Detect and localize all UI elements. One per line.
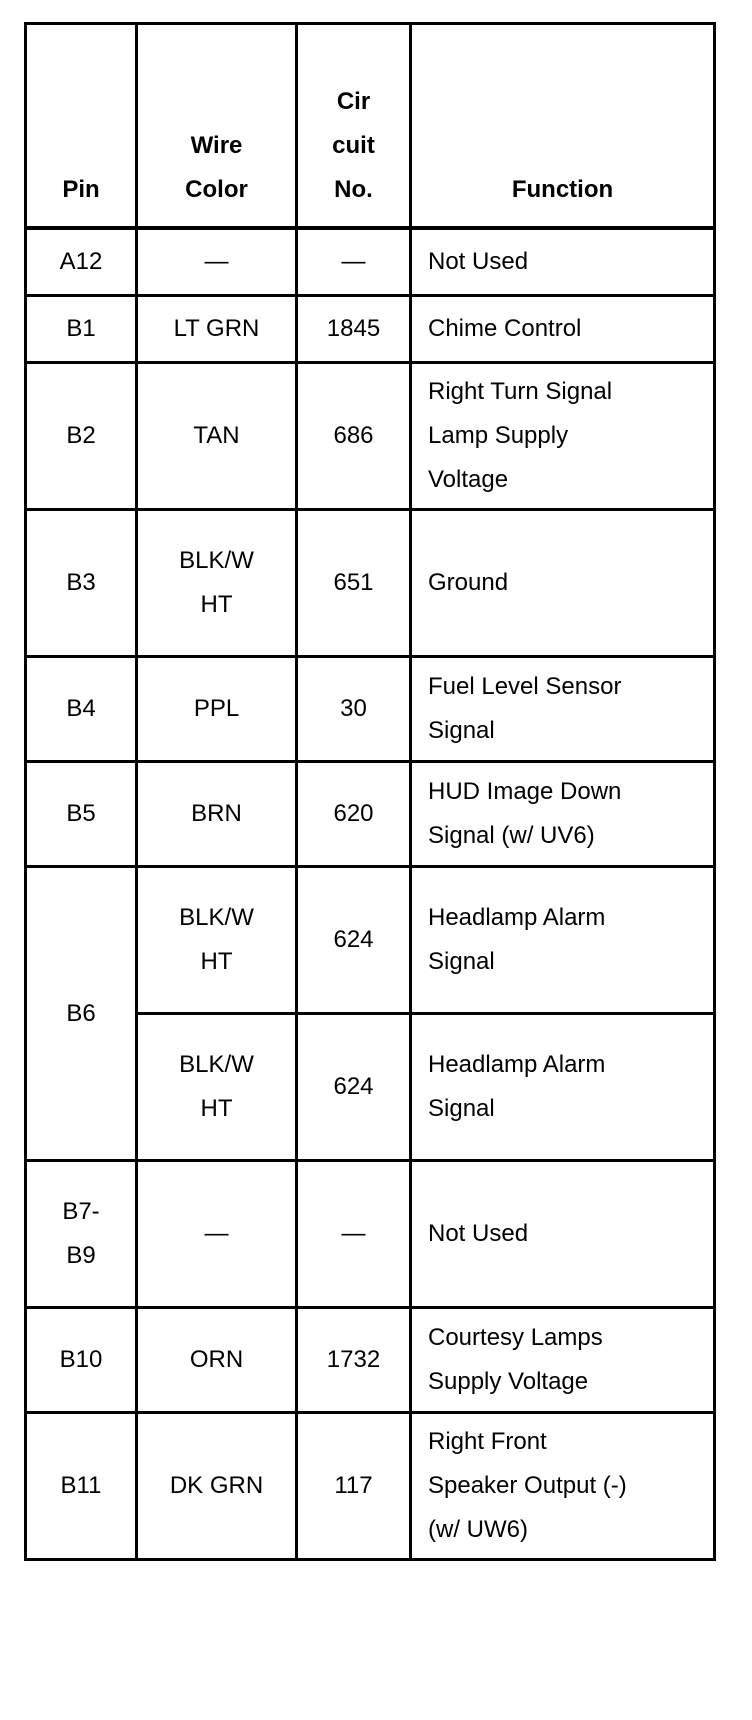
pin-cell: A12	[26, 228, 137, 296]
circuit-no-cell: —	[297, 228, 411, 296]
circuit-no-cell: 651	[297, 510, 411, 657]
function-cell: Not Used	[411, 228, 715, 296]
table-container	[24, 22, 716, 1561]
connector-pinout-table	[24, 22, 716, 1561]
circuit-no-cell: 686	[297, 363, 411, 510]
function-cell: Not Used	[411, 1161, 715, 1308]
pin-cell: B10	[26, 1308, 137, 1413]
header-pin: Pin	[26, 24, 137, 229]
header-row	[26, 24, 715, 229]
table-row	[26, 762, 715, 867]
header-circuit-no: Cir cuit No.	[297, 24, 411, 229]
table-row	[26, 657, 715, 762]
wire-color-cell: —	[137, 228, 297, 296]
header-function: Function	[411, 24, 715, 229]
wire-color-cell: BLK/W HT	[137, 510, 297, 657]
header-wire-color: Wire Color	[137, 24, 297, 229]
function-cell: Headlamp Alarm Signal	[411, 867, 715, 1014]
function-cell: Courtesy Lamps Supply Voltage	[411, 1308, 715, 1413]
circuit-no-cell: 620	[297, 762, 411, 867]
function-cell: HUD Image Down Signal (w/ UV6)	[411, 762, 715, 867]
table-row	[26, 1161, 715, 1308]
pin-cell: B4	[26, 657, 137, 762]
circuit-no-cell: —	[297, 1161, 411, 1308]
function-cell: Headlamp Alarm Signal	[411, 1014, 715, 1161]
wire-color-cell: LT GRN	[137, 296, 297, 363]
wire-color-cell: BRN	[137, 762, 297, 867]
function-cell: Right Turn Signal Lamp Supply Voltage	[411, 363, 715, 510]
pin-cell: B1	[26, 296, 137, 363]
table-row	[26, 228, 715, 296]
function-cell: Fuel Level Sensor Signal	[411, 657, 715, 762]
circuit-no-cell: 117	[297, 1413, 411, 1560]
circuit-no-cell: 624	[297, 867, 411, 1014]
circuit-no-cell: 30	[297, 657, 411, 762]
table-row	[26, 867, 715, 1014]
table-row	[26, 1308, 715, 1413]
pin-cell: B5	[26, 762, 137, 867]
wire-color-cell: TAN	[137, 363, 297, 510]
wire-color-cell: DK GRN	[137, 1413, 297, 1560]
table-row	[26, 363, 715, 510]
wire-color-cell: PPL	[137, 657, 297, 762]
table-row	[26, 296, 715, 363]
circuit-no-cell: 1732	[297, 1308, 411, 1413]
function-cell: Chime Control	[411, 296, 715, 363]
pin-cell: B3	[26, 510, 137, 657]
function-cell: Ground	[411, 510, 715, 657]
pin-cell: B7- B9	[26, 1161, 137, 1308]
table-row	[26, 1413, 715, 1560]
pin-cell: B6	[26, 867, 137, 1161]
wire-color-cell: ORN	[137, 1308, 297, 1413]
pin-cell: B2	[26, 363, 137, 510]
wire-color-cell: —	[137, 1161, 297, 1308]
circuit-no-cell: 624	[297, 1014, 411, 1161]
function-cell: Right Front Speaker Output (-) (w/ UW6)	[411, 1413, 715, 1560]
circuit-no-cell: 1845	[297, 296, 411, 363]
wire-color-cell: BLK/W HT	[137, 1014, 297, 1161]
pin-cell: B11	[26, 1413, 137, 1560]
wire-color-cell: BLK/W HT	[137, 867, 297, 1014]
table-row	[26, 510, 715, 657]
